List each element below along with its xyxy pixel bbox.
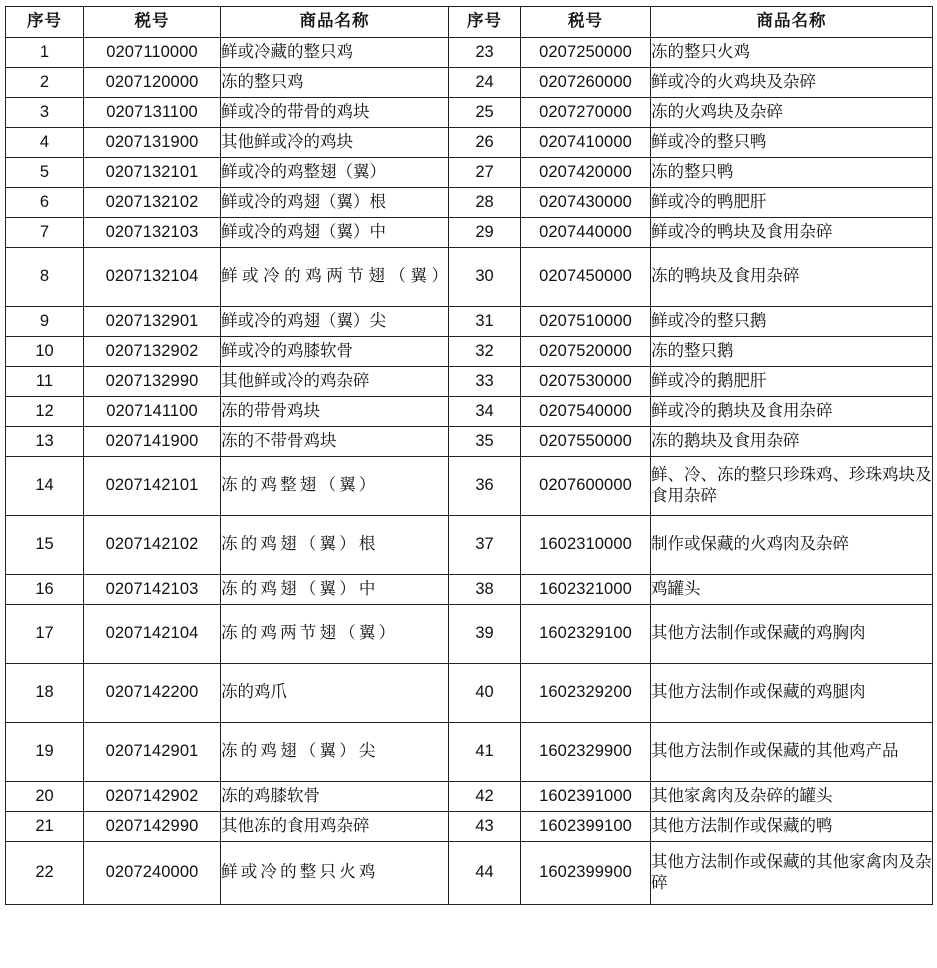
cell-code-right: 0207450000 (521, 248, 651, 307)
cell-seq-left: 8 (6, 248, 84, 307)
table-row (6, 188, 933, 218)
cell-name-left: 其他鲜或冷的鸡块 (221, 128, 449, 158)
table-row (6, 782, 933, 812)
cell-code-right: 1602321000 (521, 575, 651, 605)
cell-seq-left: 4 (6, 128, 84, 158)
cell-code-left: 0207142102 (84, 516, 221, 575)
cell-seq-right: 26 (449, 128, 521, 158)
cell-name-left: 冻的整只鸡 (221, 68, 449, 98)
cell-code-right: 0207250000 (521, 38, 651, 68)
cell-code-left: 0207131100 (84, 98, 221, 128)
cell-seq-right: 29 (449, 218, 521, 248)
table-row (6, 397, 933, 427)
table-row (6, 812, 933, 842)
cell-name-left: 冻的不带骨鸡块 (221, 427, 449, 457)
cell-seq-left: 22 (6, 842, 84, 905)
cell-code-left: 0207132101 (84, 158, 221, 188)
cell-name-right: 其他方法制作或保藏的鸡胸肉 (651, 605, 933, 664)
cell-name-left: 冻的带骨鸡块 (221, 397, 449, 427)
cell-name-left: 冻的鸡整翅（翼） (221, 457, 449, 516)
cell-code-left: 0207142901 (84, 723, 221, 782)
cell-code-left: 0207132902 (84, 337, 221, 367)
cell-code-left: 0207132104 (84, 248, 221, 307)
cell-seq-right: 31 (449, 307, 521, 337)
table-row (6, 307, 933, 337)
cell-name-right: 其他家禽肉及杂碎的罐头 (651, 782, 933, 812)
cell-seq-left: 3 (6, 98, 84, 128)
cell-name-right: 鲜或冷的整只鹅 (651, 307, 933, 337)
cell-seq-right: 32 (449, 337, 521, 367)
cell-code-right: 0207430000 (521, 188, 651, 218)
cell-seq-right: 23 (449, 38, 521, 68)
cell-name-right: 鲜或冷的鸭块及食用杂碎 (651, 218, 933, 248)
cell-code-left: 0207142990 (84, 812, 221, 842)
cell-name-left: 鲜或冷的鸡翅（翼）尖 (221, 307, 449, 337)
cell-name-left: 鲜或冷的鸡两节翅（翼） (221, 248, 449, 307)
table-row (6, 427, 933, 457)
cell-seq-right: 24 (449, 68, 521, 98)
cell-seq-right: 38 (449, 575, 521, 605)
table-row (6, 158, 933, 188)
table-header (6, 7, 933, 38)
cell-code-right: 0207550000 (521, 427, 651, 457)
cell-seq-left: 12 (6, 397, 84, 427)
cell-code-right: 0207520000 (521, 337, 651, 367)
cell-seq-right: 28 (449, 188, 521, 218)
cell-name-right: 其他方法制作或保藏的其他鸡产品 (651, 723, 933, 782)
header-name-left: 商品名称 (221, 7, 449, 38)
cell-code-right: 1602329900 (521, 723, 651, 782)
cell-code-right: 1602310000 (521, 516, 651, 575)
cell-code-left: 0207132103 (84, 218, 221, 248)
cell-code-right: 1602329100 (521, 605, 651, 664)
cell-seq-right: 44 (449, 842, 521, 905)
table-row (6, 68, 933, 98)
cell-name-left: 冻的鸡翅（翼）中 (221, 575, 449, 605)
cell-code-right: 0207540000 (521, 397, 651, 427)
table-row (6, 723, 933, 782)
cell-name-left: 冻的鸡爪 (221, 664, 449, 723)
cell-name-left: 鲜或冷的整只火鸡 (221, 842, 449, 905)
cell-name-left: 冻的鸡两节翅（翼） (221, 605, 449, 664)
cell-seq-left: 21 (6, 812, 84, 842)
cell-seq-right: 36 (449, 457, 521, 516)
cell-name-left: 冻的鸡翅（翼）尖 (221, 723, 449, 782)
table-row (6, 128, 933, 158)
cell-seq-left: 7 (6, 218, 84, 248)
cell-name-right: 冻的整只火鸡 (651, 38, 933, 68)
table-row (6, 367, 933, 397)
table-row (6, 38, 933, 68)
cell-seq-left: 17 (6, 605, 84, 664)
table-row (6, 842, 933, 905)
cell-code-right: 0207600000 (521, 457, 651, 516)
header-seq-right: 序号 (449, 7, 521, 38)
header-seq-left: 序号 (6, 7, 84, 38)
cell-seq-right: 30 (449, 248, 521, 307)
cell-name-left: 其他鲜或冷的鸡杂碎 (221, 367, 449, 397)
cell-seq-left: 10 (6, 337, 84, 367)
table-body (6, 38, 933, 905)
cell-seq-left: 11 (6, 367, 84, 397)
table-row (6, 98, 933, 128)
cell-seq-left: 18 (6, 664, 84, 723)
cell-name-left: 鲜或冷的鸡膝软骨 (221, 337, 449, 367)
cell-name-right: 鲜或冷的鸭肥肝 (651, 188, 933, 218)
cell-seq-right: 25 (449, 98, 521, 128)
cell-seq-left: 16 (6, 575, 84, 605)
cell-name-left: 鲜或冷的鸡翅（翼）根 (221, 188, 449, 218)
cell-seq-left: 6 (6, 188, 84, 218)
cell-code-right: 1602329200 (521, 664, 651, 723)
cell-seq-right: 34 (449, 397, 521, 427)
cell-code-left: 0207142902 (84, 782, 221, 812)
cell-code-left: 0207142103 (84, 575, 221, 605)
cell-code-right: 0207510000 (521, 307, 651, 337)
cell-name-right: 其他方法制作或保藏的鸡腿肉 (651, 664, 933, 723)
cell-code-left: 0207132901 (84, 307, 221, 337)
cell-seq-right: 27 (449, 158, 521, 188)
cell-name-left: 冻的鸡膝软骨 (221, 782, 449, 812)
cell-name-right: 鲜或冷的鹅肥肝 (651, 367, 933, 397)
cell-code-left: 0207141100 (84, 397, 221, 427)
cell-name-right: 鲜或冷的整只鸭 (651, 128, 933, 158)
cell-seq-left: 15 (6, 516, 84, 575)
table-row (6, 516, 933, 575)
cell-code-left: 0207110000 (84, 38, 221, 68)
table-row (6, 248, 933, 307)
header-code-right: 税号 (521, 7, 651, 38)
cell-name-right: 制作或保藏的火鸡肉及杂碎 (651, 516, 933, 575)
cell-seq-left: 14 (6, 457, 84, 516)
table-row (6, 218, 933, 248)
cell-code-right: 0207530000 (521, 367, 651, 397)
header-row (6, 7, 933, 38)
table-row (6, 605, 933, 664)
cell-name-left: 鲜或冷的鸡整翅（翼） (221, 158, 449, 188)
table-row (6, 575, 933, 605)
cell-seq-right: 35 (449, 427, 521, 457)
cell-seq-right: 37 (449, 516, 521, 575)
cell-seq-left: 5 (6, 158, 84, 188)
cell-code-left: 0207141900 (84, 427, 221, 457)
cell-seq-left: 1 (6, 38, 84, 68)
cell-name-right: 鲜或冷的鹅块及食用杂碎 (651, 397, 933, 427)
cell-seq-right: 33 (449, 367, 521, 397)
cell-code-right: 0207410000 (521, 128, 651, 158)
cell-name-right: 鲜或冷的火鸡块及杂碎 (651, 68, 933, 98)
cell-seq-right: 40 (449, 664, 521, 723)
tax-code-table (5, 6, 933, 905)
cell-seq-left: 9 (6, 307, 84, 337)
cell-name-left: 冻的鸡翅（翼）根 (221, 516, 449, 575)
cell-seq-left: 20 (6, 782, 84, 812)
header-code-left: 税号 (84, 7, 221, 38)
cell-code-left: 0207240000 (84, 842, 221, 905)
cell-name-right: 冻的火鸡块及杂碎 (651, 98, 933, 128)
cell-seq-left: 2 (6, 68, 84, 98)
cell-name-right: 其他方法制作或保藏的鸭 (651, 812, 933, 842)
cell-code-left: 0207132990 (84, 367, 221, 397)
cell-name-right: 冻的整只鹅 (651, 337, 933, 367)
cell-code-left: 0207142200 (84, 664, 221, 723)
cell-seq-right: 39 (449, 605, 521, 664)
cell-code-right: 0207440000 (521, 218, 651, 248)
cell-name-right: 冻的整只鸭 (651, 158, 933, 188)
cell-code-left: 0207142101 (84, 457, 221, 516)
header-name-right: 商品名称 (651, 7, 933, 38)
cell-name-right: 冻的鸭块及食用杂碎 (651, 248, 933, 307)
table-row (6, 457, 933, 516)
cell-name-right: 冻的鹅块及食用杂碎 (651, 427, 933, 457)
cell-code-left: 0207120000 (84, 68, 221, 98)
cell-code-right: 0207420000 (521, 158, 651, 188)
cell-seq-left: 13 (6, 427, 84, 457)
cell-seq-right: 42 (449, 782, 521, 812)
cell-name-left: 鲜或冷的鸡翅（翼）中 (221, 218, 449, 248)
cell-seq-right: 43 (449, 812, 521, 842)
cell-name-left: 鲜或冷藏的整只鸡 (221, 38, 449, 68)
cell-name-left: 其他冻的食用鸡杂碎 (221, 812, 449, 842)
cell-seq-left: 19 (6, 723, 84, 782)
cell-name-right: 其他方法制作或保藏的其他家禽肉及杂碎 (651, 842, 933, 905)
cell-code-right: 1602399900 (521, 842, 651, 905)
cell-code-right: 0207270000 (521, 98, 651, 128)
cell-code-left: 0207142104 (84, 605, 221, 664)
cell-code-left: 0207131900 (84, 128, 221, 158)
cell-name-right: 鸡罐头 (651, 575, 933, 605)
cell-name-left: 鲜或冷的带骨的鸡块 (221, 98, 449, 128)
cell-code-right: 0207260000 (521, 68, 651, 98)
cell-code-left: 0207132102 (84, 188, 221, 218)
table-row (6, 664, 933, 723)
cell-name-right: 鲜、冷、冻的整只珍珠鸡、珍珠鸡块及食用杂碎 (651, 457, 933, 516)
table-row (6, 337, 933, 367)
cell-seq-right: 41 (449, 723, 521, 782)
cell-code-right: 1602399100 (521, 812, 651, 842)
cell-code-right: 1602391000 (521, 782, 651, 812)
